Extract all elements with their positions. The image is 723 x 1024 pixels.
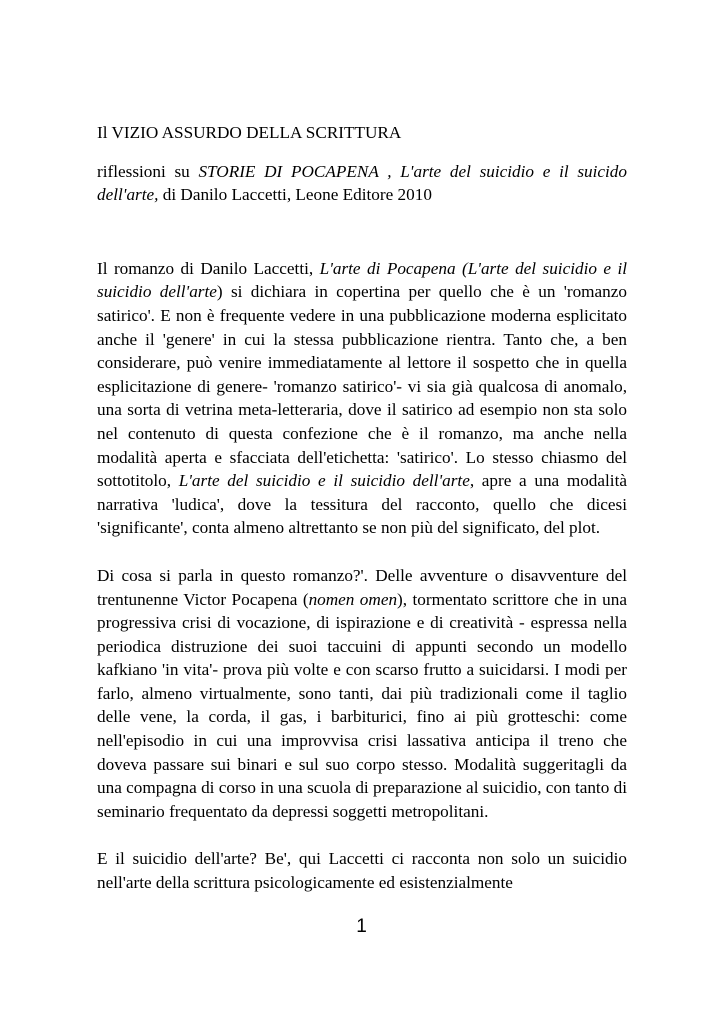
document-subtitle <box>97 160 627 207</box>
paragraph-2-text-b: ), tormentato scrittore che in una progressiva crisi di vocazione, di ispirazione e di creatività - espressa nella periodica distruzione dei suoi taccuini di appunti secondo un modello kafkiano 'in vita'- prova più volte e con scarso frutto a suicidarsi. I modi per farlo, almeno virtualmente, sono tanti, dai più tradizionali come il taglio delle vene, la corda, il gas, i barbiturici, fino ai più grotteschi: come nell'episodio in cui una improvvisa crisi lassativa anticipa il treno che doveva passare sui binari e sul suo corpo stesso. Modalità suggeritagli da una compagna di corso in una scuola di preparazione al suicidio, con tanto di seminario frequentato da depressi soggetti metropolitani. <box>97 589 627 821</box>
paragraph-1-text-a: Il romanzo di Danilo Laccetti, <box>97 258 320 278</box>
document-title: Il VIZIO ASSURDO DELLA SCRITTURA <box>97 123 402 142</box>
subtitle-suffix: di Danilo Laccetti, Leone Editore 2010 <box>158 185 432 205</box>
paragraph-1-text-c: , apre a una modalità narrativa 'ludica', dove la tessitura del racconto, quello che dicesi 'significante', conta almeno altrettanto se non più del significato, del plot. <box>97 471 627 538</box>
paragraph-3: E il suicidio dell'arte? Be', qui Laccetti ci racconta non solo un suicidio nell'arte della scrittura psicologicamente ed esistenzialmente <box>97 849 627 893</box>
page-number: 1 <box>356 916 367 937</box>
paragraph-1-italic-subtitle: L'arte del suicidio e il suicidio dell'arte <box>178 471 470 491</box>
paragraph-2-italic-phrase: nomen omen <box>308 589 398 609</box>
paragraph-2 <box>97 564 627 824</box>
document-page <box>97 121 627 919</box>
paragraph-1-italic-title: L'arte di Pocapena (L'arte del suicidio e il suicidio dell'arte <box>97 258 628 302</box>
subtitle-book-title: STORIE DI POCAPENA , L'arte del suicidio e il suicido dell'arte, <box>97 161 627 205</box>
paragraph-1 <box>97 257 627 540</box>
subtitle-prefix: riflessioni su <box>97 161 199 181</box>
paragraph-1-text-b: ) si dichiara in copertina per quello che è un 'romanzo satirico'. E non è frequente vedere in una pubblicazione moderna esplicitato anche il 'genere' in cui la stessa pubblicazione rientra. Tanto che, a ben considerare, può venire immediatamente al lettore il sospetto che in quella esplicitazione di genere- 'romanzo satirico'- vi sia già qualcosa di anomalo, una sorta di vetrina meta-letteraria, dove il satirico ad esempio non sta solo nel contenuto di questa confezione che è il romanzo, ma anche nella modalità aperta e sfacciata dell'etichetta: 'satirico'. Lo stesso chiasmo del sottotitolo, <box>97 282 627 491</box>
paragraph-2-text-a: Di cosa si parla in questo romanzo?'. Delle avventure o disavventure del trentunenne Victor Pocapena ( <box>97 565 627 609</box>
